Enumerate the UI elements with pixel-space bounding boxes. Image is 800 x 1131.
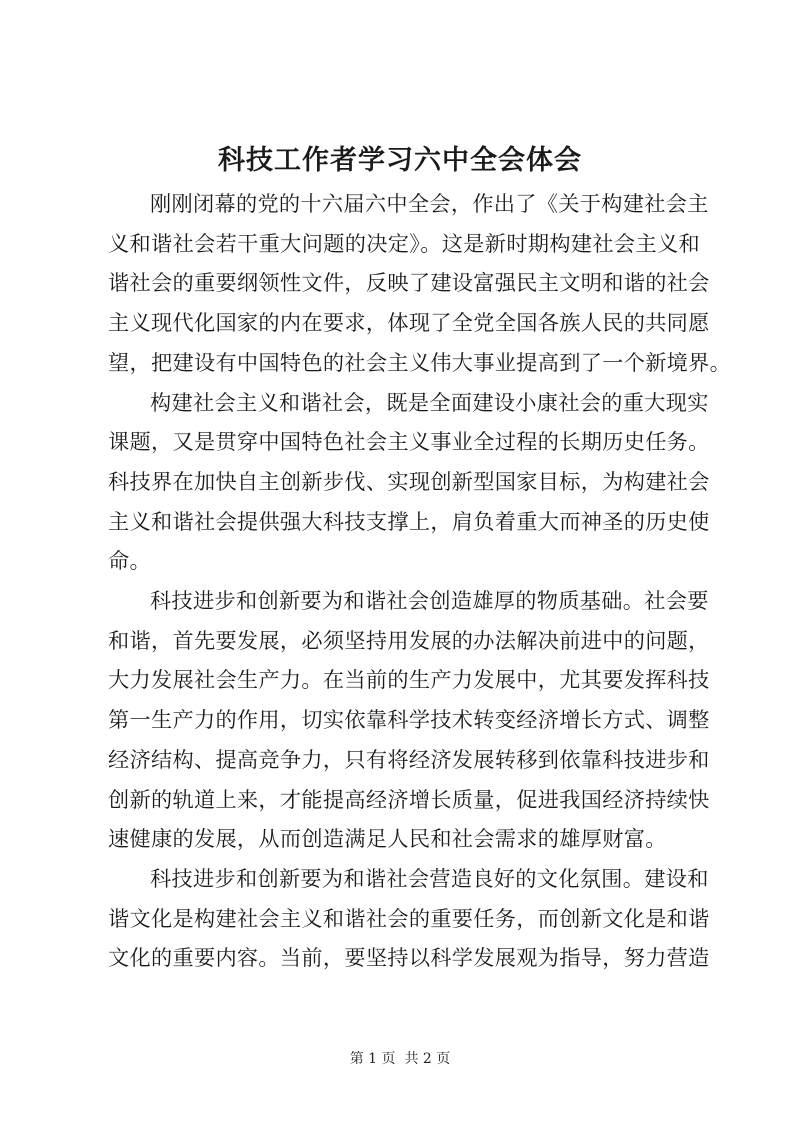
paragraph-line: 速健康的发展，从而创造满足人民和社会需求的雄厚财富。 (108, 826, 667, 852)
paragraph-line: 科技进步和创新要为和谐社会创造雄厚的物质基础。社会要 (150, 588, 709, 614)
page-footer (0, 1049, 800, 1069)
paragraph-line: 科技界在加快自主创新步伐、实现创新型国家目标，为构建社会 (108, 468, 710, 494)
paragraph-line: 创新的轨道上来，才能提高经济增长质量，促进我国经济持续快 (108, 786, 710, 812)
page-number-label: 第 1 页 共 2 页 (349, 1051, 451, 1067)
paragraph-line: 谐文化是构建社会主义和谐社会的重要任务，而创新文化是和谐 (108, 905, 710, 931)
paragraph-2 (108, 383, 710, 582)
paragraph-line: 课题，又是贯穿中国特色社会主义事业全过程的长期历史任务。 (108, 429, 710, 455)
paragraph-line: 望，把建设有中国特色的社会主义伟大事业提高到了一个新境界。 (108, 349, 732, 375)
paragraph-line: 文化的重要内容。当前，要坚持以科学发展观为指导，努力营造 (108, 945, 710, 971)
paragraph-line: 主义现代化国家的内在要求，体现了全党全国各族人民的共同愿 (108, 310, 710, 336)
paragraph-line: 主义和谐社会提供强大科技支撑上，肩负着重大而神圣的历史使 (108, 508, 710, 534)
paragraph-line: 科技进步和创新要为和谐社会营造良好的文化氛围。建设和 (150, 865, 709, 891)
paragraph-line: 刚刚闭幕的党的十六届六中全会，作出了《关于构建社会主 (150, 191, 709, 216)
paragraph-line: 第一生产力的作用，切实依靠科学技术转变经济增长方式、调整 (108, 707, 710, 733)
paragraph-line: 和谐，首先要发展，必须坚持用发展的办法解决前进中的问题， (108, 627, 710, 653)
paragraph-4 (108, 859, 710, 978)
paragraph-line: 谐社会的重要纲领性文件，反映了建设富强民主文明和谐的社会 (108, 270, 710, 296)
paragraph-line: 命。 (108, 548, 151, 574)
paragraph-line: 义和谐社会若干重大问题的决定》。这是新时期构建社会主义和 (108, 230, 700, 256)
paragraph-3 (108, 581, 710, 859)
paragraph-line: 经济结构、提高竞争力，只有将经济发展转移到依靠科技进步和 (108, 746, 710, 772)
paragraph-line: 大力发展社会生产力。在当前的生产力发展中，尤其要发挥科技 (108, 667, 710, 693)
document-title: 科技工作者学习六中全会体会 (218, 145, 582, 176)
paragraph-1 (108, 184, 732, 383)
document-body (108, 184, 732, 978)
paragraph-line: 构建社会主义和谐社会，既是全面建设小康社会的重大现实 (150, 389, 709, 415)
